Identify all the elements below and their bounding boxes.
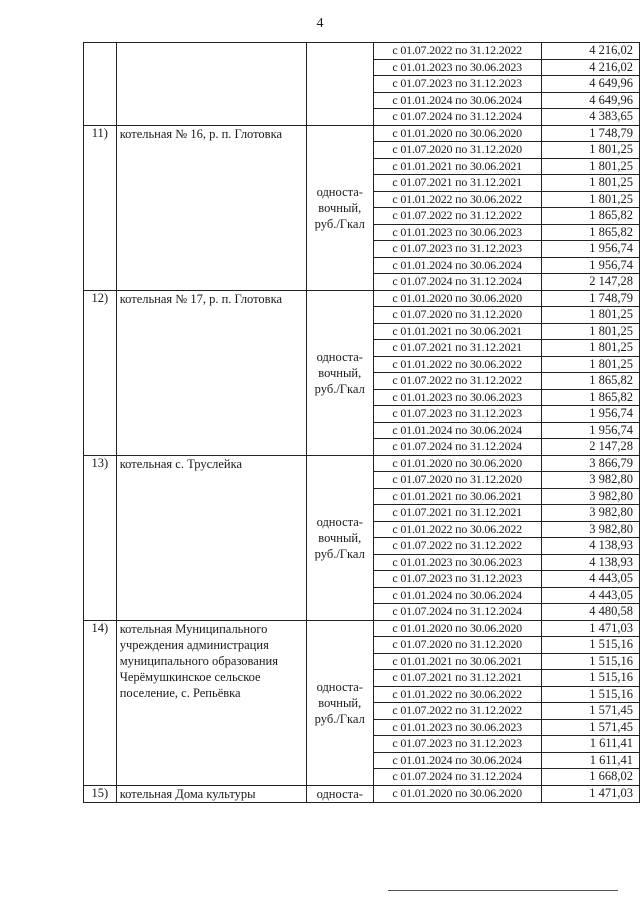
tariff-value: 2 147,28 — [541, 439, 639, 456]
tariff-value: 1 956,74 — [541, 241, 639, 258]
tariff-period: с 01.01.2022 по 30.06.2022 — [373, 191, 541, 208]
item-number: 15) — [84, 785, 117, 802]
tariff-period: с 01.07.2024 по 31.12.2024 — [373, 109, 541, 126]
table-row — [84, 620, 640, 637]
tariff-value: 1 571,45 — [541, 719, 639, 736]
tariff-period: с 01.07.2023 по 31.12.2023 — [373, 736, 541, 753]
tariff-value: 2 147,28 — [541, 274, 639, 291]
boiler-name: котельная № 16, р. п. Глотовка — [116, 125, 306, 290]
tariff-period: с 01.01.2022 по 30.06.2022 — [373, 521, 541, 538]
tariff-value: 4 216,02 — [541, 59, 639, 76]
tariff-table-body — [84, 43, 640, 803]
tariff-value: 1 515,16 — [541, 670, 639, 687]
tariff-period: с 01.07.2022 по 31.12.2022 — [373, 703, 541, 720]
tariff-period: с 01.07.2022 по 31.12.2022 — [373, 208, 541, 225]
tariff-period: с 01.07.2021 по 31.12.2021 — [373, 505, 541, 522]
tariff-value: 1 801,25 — [541, 340, 639, 357]
item-number — [84, 43, 117, 126]
tariff-value: 1 515,16 — [541, 637, 639, 654]
tariff-period: с 01.07.2024 по 31.12.2024 — [373, 604, 541, 621]
tariff-value: 4 138,93 — [541, 554, 639, 571]
boiler-name: котельная Муниципального учреждения администрация муниципального образования Черёмушкинское сельское поселение, с. Репьёвка — [116, 620, 306, 785]
tariff-value: 1 801,25 — [541, 142, 639, 159]
tariff-value: 1 865,82 — [541, 224, 639, 241]
footer-divider — [388, 890, 618, 891]
tariff-period: с 01.01.2023 по 30.06.2023 — [373, 224, 541, 241]
tariff-period: с 01.07.2024 по 31.12.2024 — [373, 274, 541, 291]
item-number: 11) — [84, 125, 117, 290]
tariff-value: 3 982,80 — [541, 505, 639, 522]
tariff-value: 1 801,25 — [541, 356, 639, 373]
table-row — [84, 125, 640, 142]
item-number: 12) — [84, 290, 117, 455]
tariff-value: 4 383,65 — [541, 109, 639, 126]
tariff-value: 1 611,41 — [541, 752, 639, 769]
tariff-value: 1 471,03 — [541, 785, 639, 802]
tariff-value: 4 443,05 — [541, 587, 639, 604]
tariff-period: с 01.01.2023 по 30.06.2023 — [373, 59, 541, 76]
tariff-value: 1 668,02 — [541, 769, 639, 786]
tariff-type: односта-вочный, руб./Гкал — [306, 455, 373, 620]
tariff-period: с 01.07.2021 по 31.12.2021 — [373, 670, 541, 687]
tariff-value: 1 865,82 — [541, 373, 639, 390]
tariff-period: с 01.07.2022 по 31.12.2022 — [373, 43, 541, 60]
tariff-value: 3 982,80 — [541, 472, 639, 489]
tariff-value: 1 865,82 — [541, 389, 639, 406]
tariff-value: 1 801,25 — [541, 323, 639, 340]
item-number: 14) — [84, 620, 117, 785]
tariff-value: 1 748,79 — [541, 290, 639, 307]
tariff-value: 4 649,96 — [541, 76, 639, 93]
tariff-value: 1 515,16 — [541, 653, 639, 670]
tariff-period: с 01.07.2023 по 31.12.2023 — [373, 406, 541, 423]
tariff-period: с 01.07.2023 по 31.12.2023 — [373, 571, 541, 588]
tariff-period: с 01.01.2020 по 30.06.2020 — [373, 290, 541, 307]
tariff-period: с 01.07.2023 по 31.12.2023 — [373, 241, 541, 258]
tariff-period: с 01.01.2021 по 30.06.2021 — [373, 488, 541, 505]
tariff-type: односта- — [306, 785, 373, 802]
tariff-period: с 01.07.2024 по 31.12.2024 — [373, 769, 541, 786]
tariff-value: 1 956,74 — [541, 406, 639, 423]
tariff-period: с 01.01.2020 по 30.06.2020 — [373, 125, 541, 142]
item-number: 13) — [84, 455, 117, 620]
tariff-type: односта-вочный, руб./Гкал — [306, 125, 373, 290]
tariff-period: с 01.01.2024 по 30.06.2024 — [373, 752, 541, 769]
tariff-period: с 01.07.2020 по 31.12.2020 — [373, 307, 541, 324]
tariff-period: с 01.07.2020 по 31.12.2020 — [373, 472, 541, 489]
boiler-name: котельная с. Труслейка — [116, 455, 306, 620]
tariff-value: 3 982,80 — [541, 521, 639, 538]
tariff-value: 1 748,79 — [541, 125, 639, 142]
tariff-value: 4 480,58 — [541, 604, 639, 621]
tariff-period: с 01.01.2023 по 30.06.2023 — [373, 389, 541, 406]
tariff-period: с 01.01.2021 по 30.06.2021 — [373, 653, 541, 670]
tariff-type: односта-вочный, руб./Гкал — [306, 620, 373, 785]
tariff-period: с 01.01.2020 по 30.06.2020 — [373, 785, 541, 802]
tariff-period: с 01.01.2024 по 30.06.2024 — [373, 422, 541, 439]
table-row — [84, 43, 640, 60]
tariff-value: 4 649,96 — [541, 92, 639, 109]
tariff-period: с 01.07.2023 по 31.12.2023 — [373, 76, 541, 93]
tariff-value: 3 866,79 — [541, 455, 639, 472]
tariff-value: 1 801,25 — [541, 191, 639, 208]
tariff-value: 4 443,05 — [541, 571, 639, 588]
tariff-period: с 01.07.2024 по 31.12.2024 — [373, 439, 541, 456]
tariff-period: с 01.01.2022 по 30.06.2022 — [373, 356, 541, 373]
tariff-type: односта-вочный, руб./Гкал — [306, 290, 373, 455]
tariff-value: 1 471,03 — [541, 620, 639, 637]
tariff-period: с 01.01.2024 по 30.06.2024 — [373, 92, 541, 109]
boiler-name — [116, 43, 306, 126]
tariff-period: с 01.07.2021 по 31.12.2021 — [373, 340, 541, 357]
tariff-value: 1 801,25 — [541, 158, 639, 175]
tariff-value: 1 956,74 — [541, 422, 639, 439]
tariff-value: 4 216,02 — [541, 43, 639, 60]
tariff-period: с 01.01.2023 по 30.06.2023 — [373, 719, 541, 736]
tariff-value: 1 956,74 — [541, 257, 639, 274]
tariff-period: с 01.01.2020 по 30.06.2020 — [373, 620, 541, 637]
tariff-period: с 01.01.2023 по 30.06.2023 — [373, 554, 541, 571]
table-row — [84, 455, 640, 472]
tariff-value: 1 571,45 — [541, 703, 639, 720]
tariff-value: 1 865,82 — [541, 208, 639, 225]
tariff-period: с 01.01.2021 по 30.06.2021 — [373, 158, 541, 175]
tariff-table — [83, 42, 640, 803]
tariff-period: с 01.07.2020 по 31.12.2020 — [373, 142, 541, 159]
tariff-value: 4 138,93 — [541, 538, 639, 555]
tariff-period: с 01.01.2022 по 30.06.2022 — [373, 686, 541, 703]
boiler-name: котельная Дома культуры — [116, 785, 306, 802]
tariff-period: с 01.07.2021 по 31.12.2021 — [373, 175, 541, 192]
tariff-value: 1 801,25 — [541, 307, 639, 324]
tariff-period: с 01.01.2021 по 30.06.2021 — [373, 323, 541, 340]
tariff-value: 1 515,16 — [541, 686, 639, 703]
tariff-period: с 01.01.2020 по 30.06.2020 — [373, 455, 541, 472]
tariff-period: с 01.07.2020 по 31.12.2020 — [373, 637, 541, 654]
tariff-period: с 01.07.2022 по 31.12.2022 — [373, 538, 541, 555]
tariff-value: 1 611,41 — [541, 736, 639, 753]
tariff-value: 3 982,80 — [541, 488, 639, 505]
tariff-period: с 01.01.2024 по 30.06.2024 — [373, 257, 541, 274]
tariff-period: с 01.01.2024 по 30.06.2024 — [373, 587, 541, 604]
boiler-name: котельная № 17, р. п. Глотовка — [116, 290, 306, 455]
tariff-value: 1 801,25 — [541, 175, 639, 192]
tariff-type — [306, 43, 373, 126]
table-row — [84, 290, 640, 307]
tariff-period: с 01.07.2022 по 31.12.2022 — [373, 373, 541, 390]
table-row — [84, 785, 640, 802]
page-number: 4 — [316, 16, 324, 31]
